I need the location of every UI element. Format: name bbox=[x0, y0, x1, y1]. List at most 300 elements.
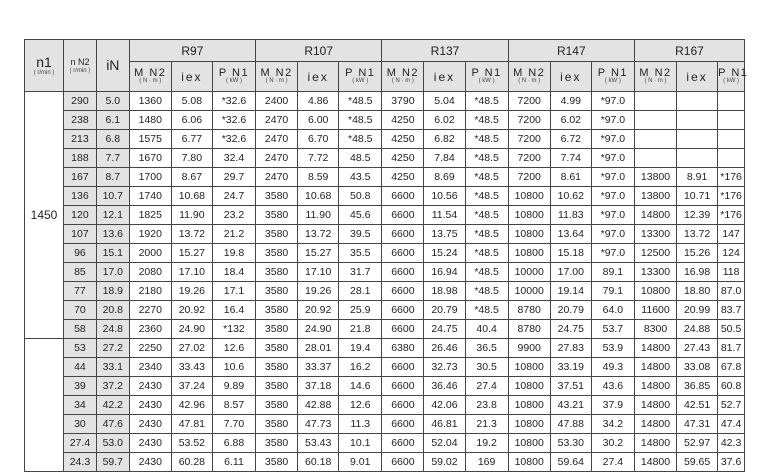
power-cell: 40.4 bbox=[465, 320, 508, 339]
power-cell: 31.7 bbox=[339, 263, 382, 282]
iex-label: iex bbox=[686, 69, 708, 84]
iex-cell: 27.02 bbox=[171, 339, 212, 358]
power-cell: 30.5 bbox=[465, 358, 508, 377]
table-row bbox=[25, 187, 745, 206]
iex-column-header bbox=[171, 62, 212, 92]
torque-cell: 4250 bbox=[382, 111, 424, 130]
torque-cell: 10800 bbox=[508, 358, 550, 377]
torque-cell: 10000 bbox=[508, 282, 550, 301]
m-label: M N2 bbox=[260, 67, 293, 79]
power-cell: 147 bbox=[718, 225, 745, 244]
power-cell: 43.6 bbox=[591, 377, 634, 396]
n2-cell: 85 bbox=[64, 263, 97, 282]
p-column-header bbox=[465, 62, 508, 92]
power-cell: 8.57 bbox=[212, 396, 255, 415]
n2-cell: 120 bbox=[64, 206, 97, 225]
iex-cell: 7.74 bbox=[550, 149, 591, 168]
ratio-cell: 20.8 bbox=[96, 301, 129, 320]
torque-cell: 10800 bbox=[508, 377, 550, 396]
iex-label: iex bbox=[307, 69, 329, 84]
iex-cell: 18.98 bbox=[424, 282, 465, 301]
n2-cell: 77 bbox=[64, 282, 97, 301]
power-cell: 53.7 bbox=[591, 320, 634, 339]
torque-cell: 4250 bbox=[382, 168, 424, 187]
power-cell: *32.6 bbox=[212, 111, 255, 130]
iex-label: iex bbox=[433, 69, 456, 84]
torque-cell: 2080 bbox=[129, 263, 171, 282]
n2-cell: 30 bbox=[64, 415, 97, 434]
ratio-cell: 13.6 bbox=[96, 225, 129, 244]
power-cell: 32.4 bbox=[212, 149, 255, 168]
torque-cell: 14800 bbox=[634, 358, 676, 377]
torque-cell: 13800 bbox=[634, 168, 676, 187]
power-cell: 19.8 bbox=[212, 244, 255, 263]
torque-cell: 3580 bbox=[256, 377, 298, 396]
power-cell: 12.6 bbox=[212, 339, 255, 358]
table-row bbox=[25, 263, 745, 282]
power-cell: 10.1 bbox=[339, 434, 382, 453]
power-cell: 16.4 bbox=[212, 301, 255, 320]
iex-cell: 37.51 bbox=[550, 377, 591, 396]
power-cell bbox=[718, 111, 745, 130]
torque-cell: 3580 bbox=[256, 225, 298, 244]
iex-cell: 10.56 bbox=[424, 187, 465, 206]
table-row bbox=[25, 149, 745, 168]
iex-cell bbox=[677, 92, 718, 111]
table-row bbox=[25, 92, 745, 111]
iex-cell bbox=[677, 111, 718, 130]
m-unit: ( N · m ) bbox=[265, 78, 288, 84]
ratio-cell: 17.0 bbox=[96, 263, 129, 282]
iex-cell: 10.71 bbox=[677, 187, 718, 206]
n2-cell: 167 bbox=[64, 168, 97, 187]
model-header-r97: R97 bbox=[129, 40, 255, 62]
iex-cell: 42.88 bbox=[298, 396, 339, 415]
iex-cell: 43.21 bbox=[550, 396, 591, 415]
torque-cell: 1670 bbox=[129, 149, 171, 168]
iex-cell: 52.97 bbox=[677, 434, 718, 453]
p-label: P N1 bbox=[345, 67, 376, 79]
n2-cell: 96 bbox=[64, 244, 97, 263]
torque-cell: 3580 bbox=[256, 415, 298, 434]
n2-cell: 58 bbox=[64, 320, 97, 339]
iex-cell: 36.46 bbox=[424, 377, 465, 396]
iex-cell: 32.73 bbox=[424, 358, 465, 377]
power-cell: 37.9 bbox=[591, 396, 634, 415]
p-unit: ( kW ) bbox=[723, 78, 740, 84]
iex-cell: 6.82 bbox=[424, 130, 465, 149]
iex-cell: 6.00 bbox=[298, 111, 339, 130]
iex-cell: 20.79 bbox=[424, 301, 465, 320]
iex-cell: 6.02 bbox=[550, 111, 591, 130]
torque-cell: 3790 bbox=[382, 92, 424, 111]
iex-cell: 27.43 bbox=[677, 339, 718, 358]
power-cell: 50.8 bbox=[339, 187, 382, 206]
table-row bbox=[25, 358, 745, 377]
iex-cell: 5.04 bbox=[424, 92, 465, 111]
power-cell: *48.5 bbox=[465, 130, 508, 149]
torque-cell: 10800 bbox=[508, 396, 550, 415]
power-cell: 118 bbox=[718, 263, 745, 282]
torque-cell: 3580 bbox=[256, 396, 298, 415]
torque-cell: 1740 bbox=[129, 187, 171, 206]
torque-cell: 14800 bbox=[634, 206, 676, 225]
ratio-cell: 18.9 bbox=[96, 282, 129, 301]
iex-cell: 33.37 bbox=[298, 358, 339, 377]
power-cell bbox=[718, 149, 745, 168]
n1-header bbox=[25, 40, 64, 92]
ratio-cell: 6.8 bbox=[96, 130, 129, 149]
power-cell: *97.0 bbox=[591, 244, 634, 263]
n2-cell: 107 bbox=[64, 225, 97, 244]
iex-cell: 16.94 bbox=[424, 263, 465, 282]
power-cell: 53.9 bbox=[591, 339, 634, 358]
iex-cell: 59.02 bbox=[424, 453, 465, 472]
ratio-cell: 6.1 bbox=[96, 111, 129, 130]
m-label: M N2 bbox=[639, 67, 672, 79]
iex-cell bbox=[677, 149, 718, 168]
n2-cell: 213 bbox=[64, 130, 97, 149]
iex-cell: 12.39 bbox=[677, 206, 718, 225]
table-row bbox=[25, 130, 745, 149]
p-unit: ( kW ) bbox=[225, 78, 242, 84]
power-cell: 29.7 bbox=[212, 168, 255, 187]
power-cell: *97.0 bbox=[591, 149, 634, 168]
iex-cell: 15.18 bbox=[550, 244, 591, 263]
torque-cell bbox=[634, 92, 676, 111]
power-cell: 35.5 bbox=[339, 244, 382, 263]
power-cell: 49.3 bbox=[591, 358, 634, 377]
iex-cell: 10.68 bbox=[298, 187, 339, 206]
torque-cell: 2430 bbox=[129, 377, 171, 396]
model-header-r107: R107 bbox=[256, 40, 382, 62]
n2-header bbox=[64, 40, 97, 92]
power-cell: 19.4 bbox=[339, 339, 382, 358]
power-cell: *97.0 bbox=[591, 187, 634, 206]
torque-cell: 8780 bbox=[508, 320, 550, 339]
iex-cell: 6.72 bbox=[550, 130, 591, 149]
torque-cell: 12500 bbox=[634, 244, 676, 263]
torque-cell: 4250 bbox=[382, 149, 424, 168]
power-cell: *48.5 bbox=[465, 206, 508, 225]
power-cell: 169 bbox=[465, 453, 508, 472]
p-column-header bbox=[718, 62, 749, 92]
in-header bbox=[96, 40, 129, 92]
in-label: iN bbox=[106, 57, 120, 73]
p-column-header bbox=[339, 62, 382, 92]
n2-cell: 70 bbox=[64, 301, 97, 320]
torque-cell: 10800 bbox=[508, 244, 550, 263]
table-row bbox=[25, 168, 745, 187]
torque-cell: 6600 bbox=[382, 320, 424, 339]
ratio-cell: 47.6 bbox=[96, 415, 129, 434]
iex-cell: 15.27 bbox=[298, 244, 339, 263]
torque-cell: 3580 bbox=[256, 206, 298, 225]
torque-cell: 1480 bbox=[129, 111, 171, 130]
iex-cell: 6.70 bbox=[298, 130, 339, 149]
power-cell: 28.1 bbox=[339, 282, 382, 301]
iex-cell: 6.06 bbox=[171, 111, 212, 130]
torque-cell: 6380 bbox=[382, 339, 424, 358]
power-cell: 47.4 bbox=[718, 415, 745, 434]
power-cell: *48.5 bbox=[465, 282, 508, 301]
iex-cell: 13.64 bbox=[550, 225, 591, 244]
iex-cell: 13.75 bbox=[424, 225, 465, 244]
iex-cell: 42.06 bbox=[424, 396, 465, 415]
n2-cell: 238 bbox=[64, 111, 97, 130]
power-cell: *48.5 bbox=[465, 168, 508, 187]
power-cell: 45.6 bbox=[339, 206, 382, 225]
power-cell: 23.2 bbox=[212, 206, 255, 225]
iex-cell: 15.27 bbox=[171, 244, 212, 263]
torque-cell: 2430 bbox=[129, 415, 171, 434]
torque-cell: 8300 bbox=[634, 320, 676, 339]
power-cell: *132 bbox=[212, 320, 255, 339]
power-cell: 52.7 bbox=[718, 396, 745, 415]
ratio-cell: 27.2 bbox=[96, 339, 129, 358]
iex-cell: 60.18 bbox=[298, 453, 339, 472]
iex-cell: 13.72 bbox=[171, 225, 212, 244]
ratio-cell: 37.2 bbox=[96, 377, 129, 396]
torque-cell: 2250 bbox=[129, 339, 171, 358]
iex-cell: 10.62 bbox=[550, 187, 591, 206]
torque-cell: 7200 bbox=[508, 168, 550, 187]
power-cell: *48.5 bbox=[465, 111, 508, 130]
iex-label: iex bbox=[560, 69, 582, 84]
power-cell: 83.7 bbox=[718, 301, 745, 320]
torque-cell: 6600 bbox=[382, 187, 424, 206]
iex-cell: 8.91 bbox=[677, 168, 718, 187]
iex-cell: 33.08 bbox=[677, 358, 718, 377]
iex-cell: 7.72 bbox=[298, 149, 339, 168]
n2-cell: 290 bbox=[64, 92, 97, 111]
power-cell: 27.4 bbox=[465, 377, 508, 396]
power-cell: 87.0 bbox=[718, 282, 745, 301]
iex-cell: 11.54 bbox=[424, 206, 465, 225]
power-cell: *48.5 bbox=[339, 92, 382, 111]
torque-cell: 6600 bbox=[382, 415, 424, 434]
model-header-r147: R147 bbox=[508, 40, 634, 62]
m-unit: ( N · m ) bbox=[644, 78, 667, 84]
torque-cell: 3580 bbox=[256, 282, 298, 301]
iex-cell: 8.69 bbox=[424, 168, 465, 187]
iex-cell: 46.81 bbox=[424, 415, 465, 434]
m-label: M N2 bbox=[386, 67, 420, 79]
table-row bbox=[25, 434, 745, 453]
power-cell: *48.5 bbox=[465, 263, 508, 282]
m-column-header bbox=[129, 62, 171, 92]
torque-cell: 13300 bbox=[634, 225, 676, 244]
iex-cell: 10.68 bbox=[171, 187, 212, 206]
iex-cell: 15.24 bbox=[424, 244, 465, 263]
table-row bbox=[25, 339, 745, 358]
iex-cell: 24.90 bbox=[171, 320, 212, 339]
iex-cell: 59.64 bbox=[550, 453, 591, 472]
torque-cell: 10800 bbox=[508, 415, 550, 434]
iex-cell: 47.31 bbox=[677, 415, 718, 434]
power-cell: 25.9 bbox=[339, 301, 382, 320]
iex-cell: 20.99 bbox=[677, 301, 718, 320]
iex-cell: 4.99 bbox=[550, 92, 591, 111]
iex-cell: 27.83 bbox=[550, 339, 591, 358]
power-cell: 27.4 bbox=[591, 453, 634, 472]
power-cell: *48.5 bbox=[465, 187, 508, 206]
torque-cell: 6600 bbox=[382, 206, 424, 225]
p-label: P N1 bbox=[471, 67, 502, 79]
table-row bbox=[25, 453, 745, 472]
iex-cell: 24.88 bbox=[677, 320, 718, 339]
power-cell: *48.5 bbox=[465, 149, 508, 168]
table-row bbox=[25, 111, 745, 130]
table-row bbox=[25, 244, 745, 263]
torque-cell: 6600 bbox=[382, 377, 424, 396]
power-cell: *97.0 bbox=[591, 111, 634, 130]
torque-cell: 2360 bbox=[129, 320, 171, 339]
table-row bbox=[25, 206, 745, 225]
n2-cell: 188 bbox=[64, 149, 97, 168]
table-row bbox=[25, 377, 745, 396]
torque-cell: 3580 bbox=[256, 434, 298, 453]
iex-cell: 13.72 bbox=[677, 225, 718, 244]
power-cell: *176 bbox=[718, 187, 745, 206]
iex-cell: 24.75 bbox=[550, 320, 591, 339]
iex-cell: 20.92 bbox=[171, 301, 212, 320]
iex-cell: 8.59 bbox=[298, 168, 339, 187]
power-cell: 48.5 bbox=[339, 149, 382, 168]
power-cell: 10.6 bbox=[212, 358, 255, 377]
m-label: M N2 bbox=[134, 67, 167, 79]
power-cell: 30.2 bbox=[591, 434, 634, 453]
gear-unit-selection-table bbox=[24, 39, 749, 472]
m-column-header bbox=[634, 62, 676, 92]
torque-cell: 3580 bbox=[256, 320, 298, 339]
power-cell: 9.89 bbox=[212, 377, 255, 396]
iex-cell: 24.75 bbox=[424, 320, 465, 339]
torque-cell: 14800 bbox=[634, 377, 676, 396]
power-cell: 36.5 bbox=[465, 339, 508, 358]
iex-cell: 47.88 bbox=[550, 415, 591, 434]
torque-cell: 2400 bbox=[256, 92, 298, 111]
power-cell: *48.5 bbox=[465, 225, 508, 244]
torque-cell: 7200 bbox=[508, 130, 550, 149]
p-unit: ( kW ) bbox=[478, 78, 495, 84]
iex-cell: 5.08 bbox=[171, 92, 212, 111]
iex-cell: 24.90 bbox=[298, 320, 339, 339]
m-column-header bbox=[382, 62, 424, 92]
power-cell: 6.11 bbox=[212, 453, 255, 472]
iex-cell: 53.30 bbox=[550, 434, 591, 453]
iex-cell: 26.46 bbox=[424, 339, 465, 358]
torque-cell: 3580 bbox=[256, 244, 298, 263]
power-cell: 18.4 bbox=[212, 263, 255, 282]
n1-cell: 1450 bbox=[25, 92, 64, 339]
torque-cell: 7200 bbox=[508, 149, 550, 168]
torque-cell: 10800 bbox=[508, 434, 550, 453]
torque-cell: 3580 bbox=[256, 187, 298, 206]
torque-cell: 6600 bbox=[382, 358, 424, 377]
iex-cell: 4.86 bbox=[298, 92, 339, 111]
torque-cell: 2430 bbox=[129, 453, 171, 472]
torque-cell: 3580 bbox=[256, 301, 298, 320]
m-column-header bbox=[508, 62, 550, 92]
torque-cell: 6600 bbox=[382, 244, 424, 263]
power-cell: 16.2 bbox=[339, 358, 382, 377]
power-cell: 79.1 bbox=[591, 282, 634, 301]
power-cell: 50.5 bbox=[718, 320, 745, 339]
power-cell: 81.7 bbox=[718, 339, 745, 358]
iex-cell: 36.85 bbox=[677, 377, 718, 396]
n2-cell: 24.3 bbox=[64, 453, 97, 472]
table-row bbox=[25, 415, 745, 434]
table-row bbox=[25, 301, 745, 320]
torque-cell: 3580 bbox=[256, 453, 298, 472]
torque-cell: 2180 bbox=[129, 282, 171, 301]
n2-cell: 44 bbox=[64, 358, 97, 377]
ratio-cell: 24.8 bbox=[96, 320, 129, 339]
iex-cell: 59.65 bbox=[677, 453, 718, 472]
iex-cell: 6.02 bbox=[424, 111, 465, 130]
iex-column-header bbox=[424, 62, 465, 92]
iex-cell: 17.10 bbox=[171, 263, 212, 282]
torque-cell: 10800 bbox=[508, 453, 550, 472]
ratio-cell: 59.7 bbox=[96, 453, 129, 472]
torque-cell: 14800 bbox=[634, 396, 676, 415]
iex-cell: 20.79 bbox=[550, 301, 591, 320]
power-cell: 21.2 bbox=[212, 225, 255, 244]
iex-cell: 37.18 bbox=[298, 377, 339, 396]
iex-cell: 37.24 bbox=[171, 377, 212, 396]
m-column-header bbox=[256, 62, 298, 92]
n2-cell: 39 bbox=[64, 377, 97, 396]
power-cell: 24.7 bbox=[212, 187, 255, 206]
ratio-cell: 12.1 bbox=[96, 206, 129, 225]
torque-cell: 14800 bbox=[634, 434, 676, 453]
iex-cell: 33.19 bbox=[550, 358, 591, 377]
torque-cell: 10800 bbox=[508, 225, 550, 244]
iex-cell: 11.90 bbox=[298, 206, 339, 225]
power-cell: 34.2 bbox=[591, 415, 634, 434]
torque-cell: 7200 bbox=[508, 92, 550, 111]
power-cell: 67.8 bbox=[718, 358, 745, 377]
p-label: P N1 bbox=[218, 67, 250, 79]
torque-cell: 3580 bbox=[256, 263, 298, 282]
iex-cell: 47.81 bbox=[171, 415, 212, 434]
torque-cell: 6600 bbox=[382, 396, 424, 415]
torque-cell: 8780 bbox=[508, 301, 550, 320]
power-cell: 6.88 bbox=[212, 434, 255, 453]
power-cell: 21.3 bbox=[465, 415, 508, 434]
iex-cell bbox=[677, 130, 718, 149]
table-row bbox=[25, 320, 745, 339]
torque-cell: 1575 bbox=[129, 130, 171, 149]
n2-unit: ( r/min ) bbox=[69, 67, 91, 74]
m-label: M N2 bbox=[513, 67, 546, 79]
iex-cell: 20.92 bbox=[298, 301, 339, 320]
power-cell: 17.1 bbox=[212, 282, 255, 301]
iex-cell: 7.80 bbox=[171, 149, 212, 168]
iex-cell: 28.01 bbox=[298, 339, 339, 358]
n2-cell: 34 bbox=[64, 396, 97, 415]
torque-cell: 6600 bbox=[382, 263, 424, 282]
m-unit: ( N · m ) bbox=[391, 78, 414, 84]
header-row-models bbox=[25, 40, 745, 62]
power-cell: 43.5 bbox=[339, 168, 382, 187]
torque-cell: 10800 bbox=[634, 282, 676, 301]
iex-cell: 18.80 bbox=[677, 282, 718, 301]
power-cell: *97.0 bbox=[591, 168, 634, 187]
power-cell: *97.0 bbox=[591, 206, 634, 225]
model-header-r137: R137 bbox=[382, 40, 508, 62]
